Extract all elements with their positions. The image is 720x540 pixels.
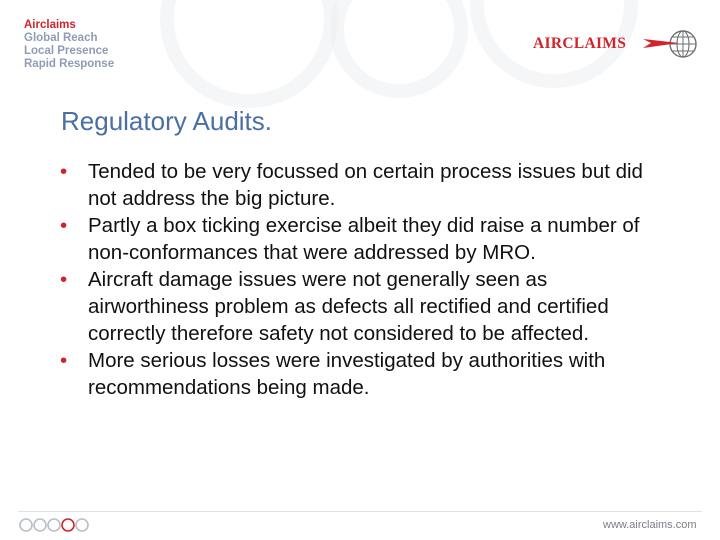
bullet-icon: • [60,214,68,237]
bullet-item [60,158,670,212]
bullet-list [60,158,670,401]
bullet-text: Partly a box ticking exercise albeit they did raise a number of non-conformances that were addressed by MRO. [88,214,640,264]
brand-tagline [24,19,114,71]
footer-url[interactable]: www.airclaims.com [603,519,697,531]
airclaims-logo [533,26,703,66]
watermark-circle [160,0,338,108]
bullet-item [60,212,670,266]
tagline-line-1: Global Reach [24,32,98,44]
globe-plane-icon [641,26,703,62]
slide-title: Regulatory Audits. [61,106,273,136]
tagline-line-2: Local Presence [24,45,109,57]
logo-text: AIRCLAIMS [533,35,627,52]
bullet-icon: • [60,160,68,183]
footer-divider [18,511,702,512]
rings-icon [18,517,92,533]
bullet-text: Tended to be very focussed on certain process issues but did not address the big picture. [88,160,643,210]
bullet-item [60,266,670,347]
bullet-text: More serious losses were investigated by authorities with recommendations being made. [88,349,606,399]
tagline-line-3: Rapid Response [24,58,115,70]
bullet-icon: • [60,268,68,291]
bullet-item [60,347,670,401]
bullet-icon: • [60,349,68,372]
bullet-text: Aircraft damage issues were not generally seen as airworthiness problem as defects all rectified and certified correctly therefore safety not considered to be affected. [88,268,609,345]
watermark-circle [330,0,468,98]
brand-name: Airclaims [24,19,76,31]
